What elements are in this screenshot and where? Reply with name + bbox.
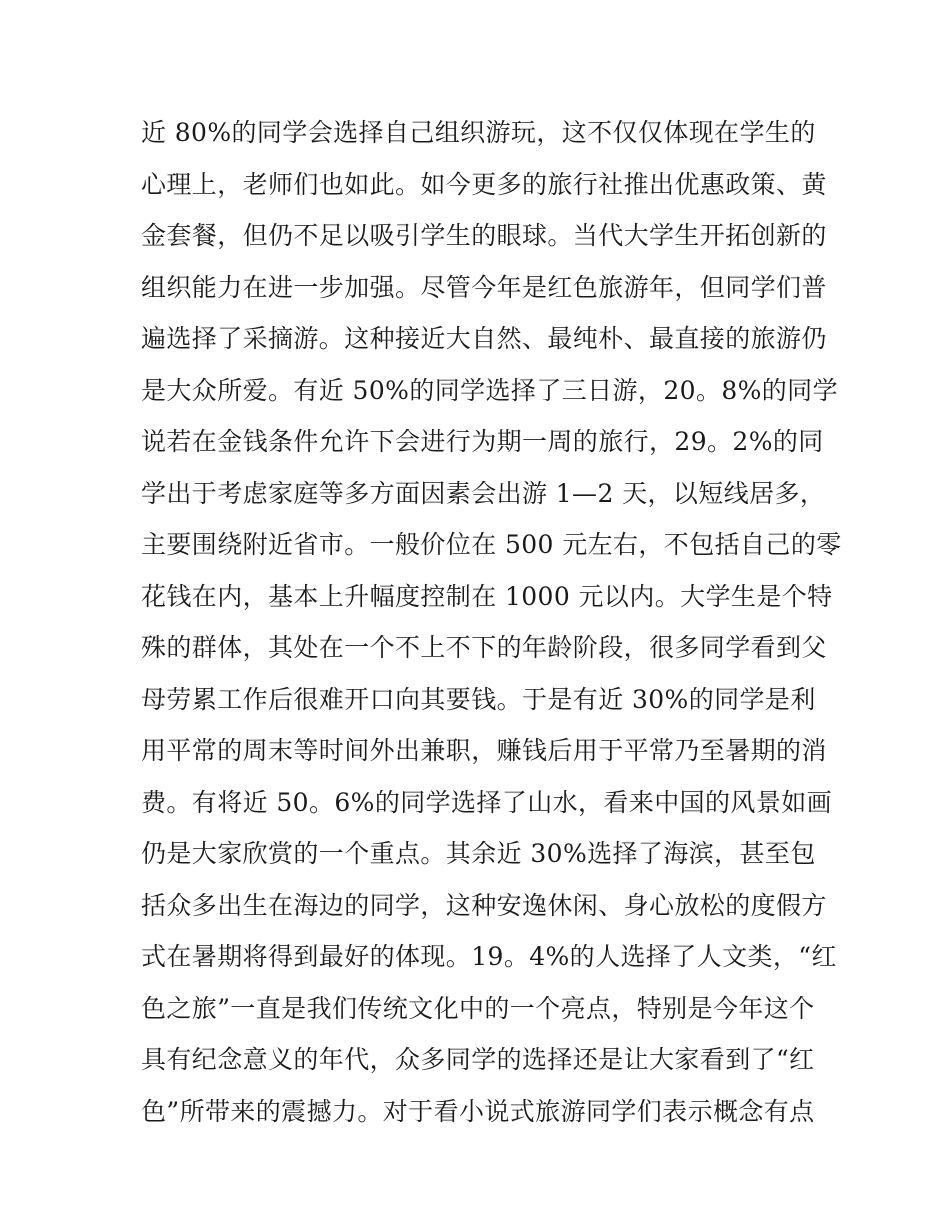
text-line: 遍选择了采摘游。这种接近大自然、最纯朴、最直接的旅游仍	[141, 324, 827, 353]
text-line: 用平常的周末等时间外出兼职，赚钱后用于平常乃至暑期的消	[141, 736, 827, 765]
text-line: 是大众所爱。有近 50%的同学选择了三日游，20。8%的同学	[141, 375, 838, 405]
text-line: 组织能力在进一步加强。尽管今年是红色旅游年，但同学们普	[141, 272, 827, 302]
body-paragraph	[141, 107, 842, 1137]
text-line: 括众多出生在海边的同学，这种安逸休闲、身心放松的度假方	[141, 890, 827, 920]
text-line: 主要围绕附近省市。一般价位在 500 元左右，不包括自己的零	[141, 530, 842, 559]
text-line: 具有纪念意义的年代，众多同学的选择还是让大家看到了“红	[141, 1045, 815, 1074]
text-line: 色”所带来的震撼力。对于看小说式旅游同学们表示概念有点	[141, 1096, 815, 1126]
text-line: 母劳累工作后很难开口向其要钱。于是有近 30%的同学是利	[141, 684, 816, 714]
text-line: 说若在金钱条件允许下会进行为期一周的旅行，29。2%的同	[141, 427, 824, 456]
text-line: 色之旅”一直是我们传统文化中的一个亮点，特别是今年这个	[141, 993, 815, 1023]
text-line: 殊的群体，其处在一个不上不下的年龄阶段，很多同学看到父	[141, 633, 827, 662]
text-line: 心理上，老师们也如此。如今更多的旅行社推出优惠政策、黄	[141, 169, 827, 199]
text-line: 近 80%的同学会选择自己组织游玩，这不仅仅体现在学生的	[141, 118, 816, 147]
text-line: 花钱在内，基本上升幅度控制在 1000 元以内。大学生是个特	[141, 581, 833, 611]
text-line: 金套餐，但仍不足以吸引学生的眼球。当代大学生开拓创新的	[141, 221, 827, 250]
text-line: 仍是大家欣赏的一个重点。其余近 30%选择了海滨，甚至包	[141, 839, 816, 868]
text-line: 学出于考虑家庭等多方面因素会出游 1—2 天，以短线居多，	[141, 478, 826, 508]
text-line: 式在暑期将得到最好的体现。19。4%的人选择了人文类，“红	[141, 942, 837, 971]
text-line: 费。有将近 50。6%的同学选择了山水，看来中国的风景如画	[141, 787, 833, 817]
